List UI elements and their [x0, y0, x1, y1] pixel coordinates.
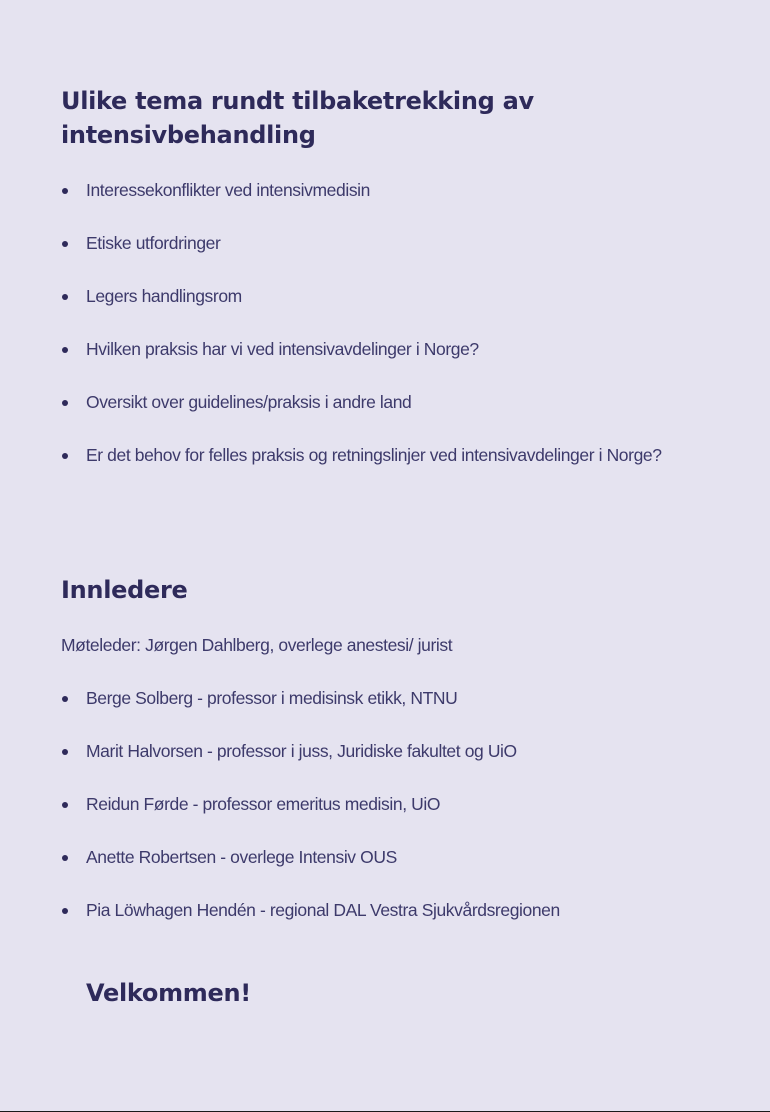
- list-item: [61, 231, 751, 255]
- list-item-text: Er det behov for felles praksis og retningslinjer ved intensivavdelinger i Norge?: [86, 445, 662, 465]
- list-item-text: Interessekonflikter ved intensivmedisin: [86, 180, 370, 200]
- moderator-line: Møteleder: Jørgen Dahlberg, overlege anestesi/ jurist: [61, 635, 453, 655]
- bullet-icon: [62, 241, 68, 247]
- speakers-heading: Innledere: [61, 576, 188, 604]
- bullet-icon: [62, 453, 68, 459]
- topics-list: [61, 178, 751, 496]
- list-item: [61, 443, 751, 467]
- list-item-text: Etiske utfordringer: [86, 233, 221, 253]
- list-item-text: Anette Robertsen - overlege Intensiv OUS: [86, 847, 397, 867]
- bullet-icon: [62, 696, 68, 702]
- list-item: [61, 686, 751, 710]
- list-item: [61, 845, 751, 869]
- bullet-icon: [62, 908, 68, 914]
- list-item: [61, 390, 751, 414]
- list-item: [61, 792, 751, 816]
- list-item-text: Hvilken praksis har vi ved intensivavdelinger i Norge?: [86, 339, 479, 359]
- welcome-text: Velkommen!: [86, 979, 251, 1007]
- bullet-icon: [62, 802, 68, 808]
- list-item-text: Legers handlingsrom: [86, 286, 242, 306]
- list-item: [61, 739, 751, 763]
- list-item: [61, 178, 751, 202]
- bullet-icon: [62, 294, 68, 300]
- list-item: [61, 898, 751, 922]
- list-item: [61, 337, 751, 361]
- list-item: [61, 284, 751, 308]
- bullet-icon: [62, 855, 68, 861]
- list-item-text: Pia Löwhagen Hendén - regional DAL Vestra Sjukvårdsregionen: [86, 900, 560, 920]
- speakers-list: [61, 686, 751, 951]
- list-item-text: Reidun Førde - professor emeritus medisin, UiO: [86, 794, 441, 814]
- bullet-icon: [62, 347, 68, 353]
- topics-heading: Ulike tema rundt tilbaketrekking av intensivbehandling: [61, 87, 534, 149]
- list-item-text: Berge Solberg - professor i medisinsk etikk, NTNU: [86, 688, 458, 708]
- bullet-icon: [62, 749, 68, 755]
- list-item-text: Marit Halvorsen - professor i juss, Juridiske fakultet og UiO: [86, 741, 517, 761]
- bullet-icon: [62, 400, 68, 406]
- bullet-icon: [62, 188, 68, 194]
- list-item-text: Oversikt over guidelines/praksis i andre land: [86, 392, 412, 412]
